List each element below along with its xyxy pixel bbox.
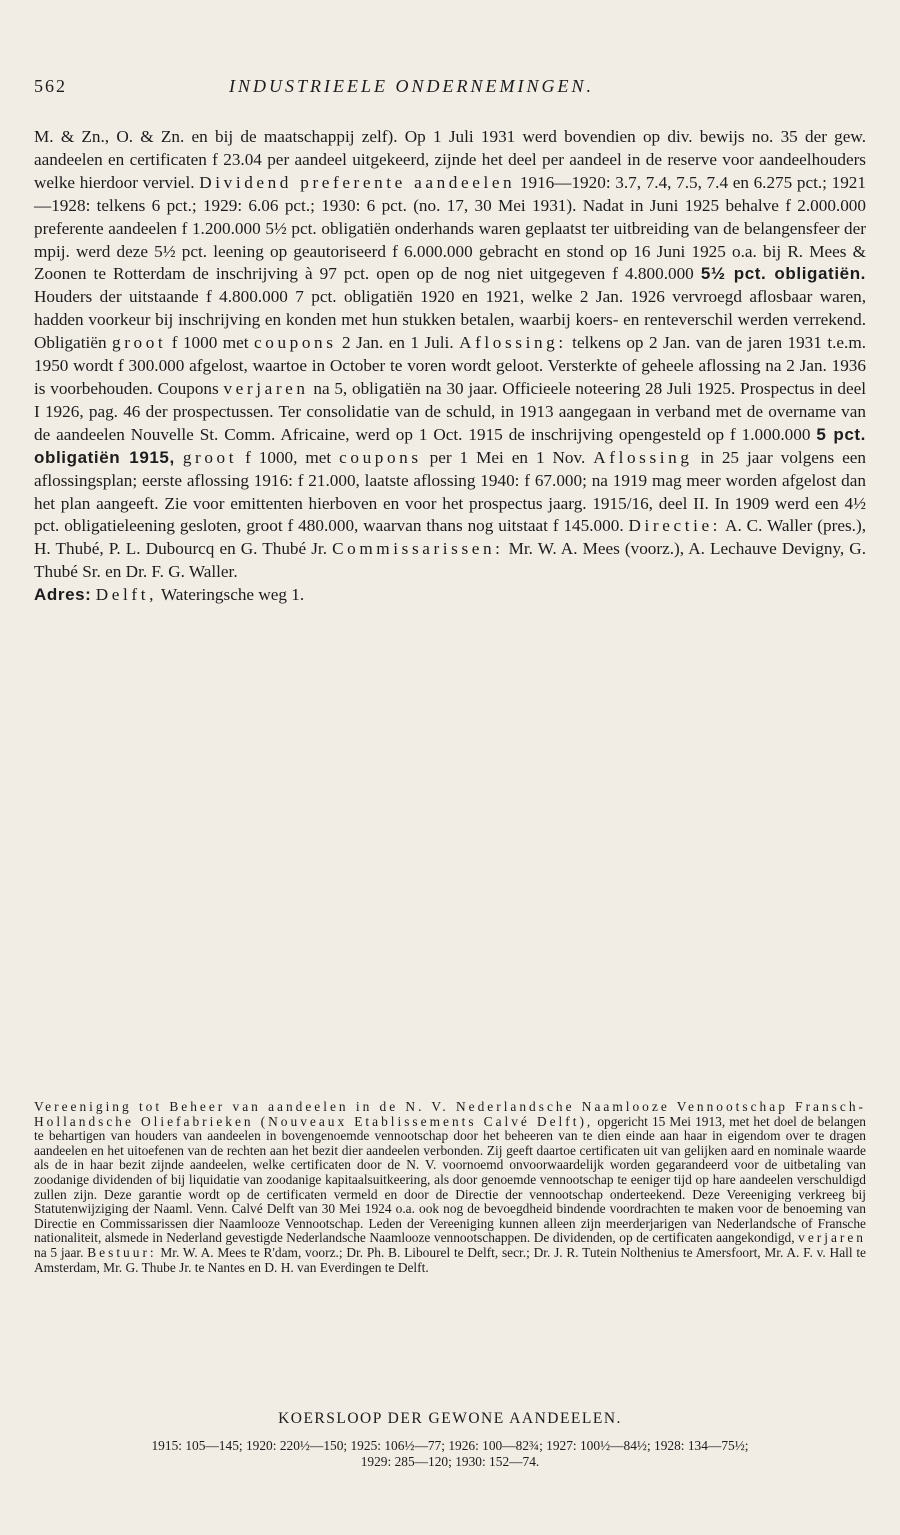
- spaced-term: Dividend preferente aandeelen: [199, 172, 516, 192]
- text-segment: per 1 Mei en 1 Nov.: [421, 447, 594, 467]
- text-segment: 1916—1920: 3.7, 7.4, 7.5, 7.4 en 6.275 pct.; 1921—1928: telkens 6 pct.; 1929: 6.06 pct.; 1930: 6 pct. (no. 17, 30 Mei 1931). Nadat in Juni 1925 behalve f 2.000.000 preferente aandeelen f 1.200.000 5½ pct. obligatiën onderhands waren geplaatst ter uitbreiding van de belangensfeer der mpij. werd deze 5½ pct. leening op geautoriseerd f 6.000.000 gebracht en stond op 16 Juni 1925 o.a. bij R. Mees & Zoonen te Rotterdam de inschrijving à 97 pct. open op de nog niet uitgegeven f 4.800.000: [34, 172, 866, 284]
- koers-heading: KOERSLOOP DER GEWONE AANDEELEN.: [278, 1410, 622, 1427]
- text-segment: telkens op 2 Jan. van de jaren 1931 t.e.m. 1950 wordt f 300.000 afgelost, waartoe in October te voren wordt geloot. Versterkte of geheele aflossing na 2 Jan. 1936 is voorbehouden. Coupons: [34, 333, 867, 398]
- text-segment: na 5 jaar.: [34, 1244, 88, 1260]
- spaced-term: Vereeniging tot Beheer van aandeelen in de N. V. Nederlandsche Naamlooze Vennootschap Fransch-Hollandsche Oliefabrieken (Nouveaux Etablissements Calvé Delft),: [34, 1099, 866, 1129]
- address-street: Wateringsche weg 1.: [156, 585, 305, 605]
- spaced-term: Commissarissen:: [332, 539, 504, 559]
- text-segment: na 5, obligatiën na 30 jaar. Officieele noteering 28 Juli 1925. Prospectus in deel I 1926, pag. 46 der prospectussen. Ter consolidatie van de schuld, in 1913 aangegaan in verband met de overname van de aandeelen Nouvelle St. Comm. Africaine, werd op 1 Oct. 1915 de inschrijving opengesteld op f 1.000.000: [34, 378, 866, 444]
- spaced-term: groot: [182, 447, 238, 467]
- spaced-term: Bestuur:: [87, 1244, 157, 1260]
- text-segment: Houders der uitstaande f 4.800.000 7 pct. obligatiën 1920 en 1921, welke 2 Jan. 1926 vervroegd aflosbaar waren, hadden voorkeur bij inschrijving en konden met hun stukken betalen, waarbij koers- en renteverschil werden verrekend. Obligatiën: [34, 287, 866, 353]
- address-label: Adres:: [34, 585, 92, 605]
- koers-line-2: 1929: 285—120; 1930: 152—74.: [360, 1454, 540, 1469]
- spaced-term: Aflossing: [593, 447, 693, 467]
- vereeniging-paragraph: [34, 1100, 866, 1275]
- address-place: Delft,: [95, 585, 157, 605]
- text-segment: f 1000 met: [166, 333, 255, 353]
- bold-heading: 5½ pct. obligatiën.: [700, 264, 867, 284]
- running-title: INDUSTRIEELE ONDERNEMINGEN.: [229, 76, 594, 96]
- text-segment: in 25 jaar volgens een aflossingsplan; eerste aflossing 1916: f 21.000, laatste aflossing 1940: f 67.000; na 1919 mag meer worden afgelost dan het plan aangeeft. Zie voor emittenten hierboven en voor het prospectus jaarg. 1915/16, deel II. In 1909 werd een 4½ pct. obligatieleening gesloten, groot f 480.000, waarvan thans nog uitstaat f 145.000.: [34, 447, 867, 536]
- text-segment: 2 Jan. en 1 Juli.: [336, 333, 460, 353]
- spaced-term: verjaren: [223, 378, 309, 398]
- text-segment: Mr. W. A. Mees (voorz.), A. Lechauve Devigny, G. Thubé Sr. en Dr. F. G. Waller.: [34, 539, 867, 582]
- spaced-term: groot: [112, 333, 167, 353]
- koers-line-1: 1915: 105—145; 1920: 220½—150; 1925: 106½—77; 1926: 100—82¾; 1927: 100½—84½; 1928: 134—75½;: [151, 1438, 749, 1453]
- spaced-term: Aflossing:: [459, 333, 567, 353]
- spaced-term: coupons: [339, 447, 422, 467]
- text-segment: opgericht 15 Mei 1913, met het doel de belangen te behartigen van houders van aandeelen in bovengenoemde vennootschap door het beheeren van te dien einde aan haar in eigendom over te dragen aandeelen en het uitoefenen van de rechten aan het bezit dier aandeelen verbonden. Zij geeft daartoe certificaten uit van gelijken aard en nominale waarde als de in haar bezit zijnde aandeelen, welke certificaten door de N. V. voornoemd onvoorwaardelijk worden gegarandeerd voor de uitbetaling van zoodanige dividenden of bij liquidatie van zoodanige kapitaalsuitkeering, als door genoemde vennootschap te eeniger tijd op hare aandeelen verschuldigd zullen zijn. Deze garantie wordt op de certificaten vermeld en door de Directie der vennootschap onderteekend. Deze Vereeniging verkreeg bij Statutenwijziging der Naaml. Venn. Calvé Delft van 30 Mei 1924 o.a. ook nog de bevoegdheid bindende voordrachten te maken voor de benoeming van Directie en Commissarissen dier Naamlooze Vennootschap. Leden der Vereeniging kunnen alleen zijn meerderjarigen van Nederlandsche of Fransche nationaliteit, alsmede in Nederland gevestigde Nederlandsche Naamlooze vennootschappen. De dividenden, op de certificaten aangekondigd,: [34, 1113, 866, 1246]
- spaced-term: Directie:: [628, 516, 722, 536]
- text-segment: Mr. W. A. Mees te R'dam, voorz.; Dr. Ph. B. Libourel te Delft, secr.; Dr. J. R. Tutein Nolthenius te Amersfoort, Mr. A. F. v. Hall te Amsterdam, Mr. G. Thube Jr. te Nantes en D. H. van Everdingen te Delft.: [34, 1244, 866, 1275]
- spaced-term: coupons: [254, 333, 337, 353]
- text-segment: A. C. Waller (pres.), H. Thubé, P. L. Dubourcq en G. Thubé Jr.: [34, 516, 866, 559]
- koers-values: [34, 1438, 866, 1470]
- spaced-term: verjaren: [798, 1230, 866, 1246]
- bold-heading: 5 pct. obligatiën 1915,: [34, 424, 866, 467]
- text-segment: [175, 448, 183, 467]
- main-text: [34, 126, 866, 607]
- text-segment: M. & Zn., O. & Zn. en bij de maatschappij zelf). Op 1 Juli 1931 werd bovendien op div. bewijs no. 35 der gew. aandeelen en certificaten f 23.04 per aandeel uitgekeerd, zijnde het deel per aandeel in de reserve voor aandeelhouders welke hierdoor verviel.: [34, 127, 866, 192]
- text-segment: f 1000, met: [237, 447, 340, 467]
- page-number: 562: [34, 76, 67, 96]
